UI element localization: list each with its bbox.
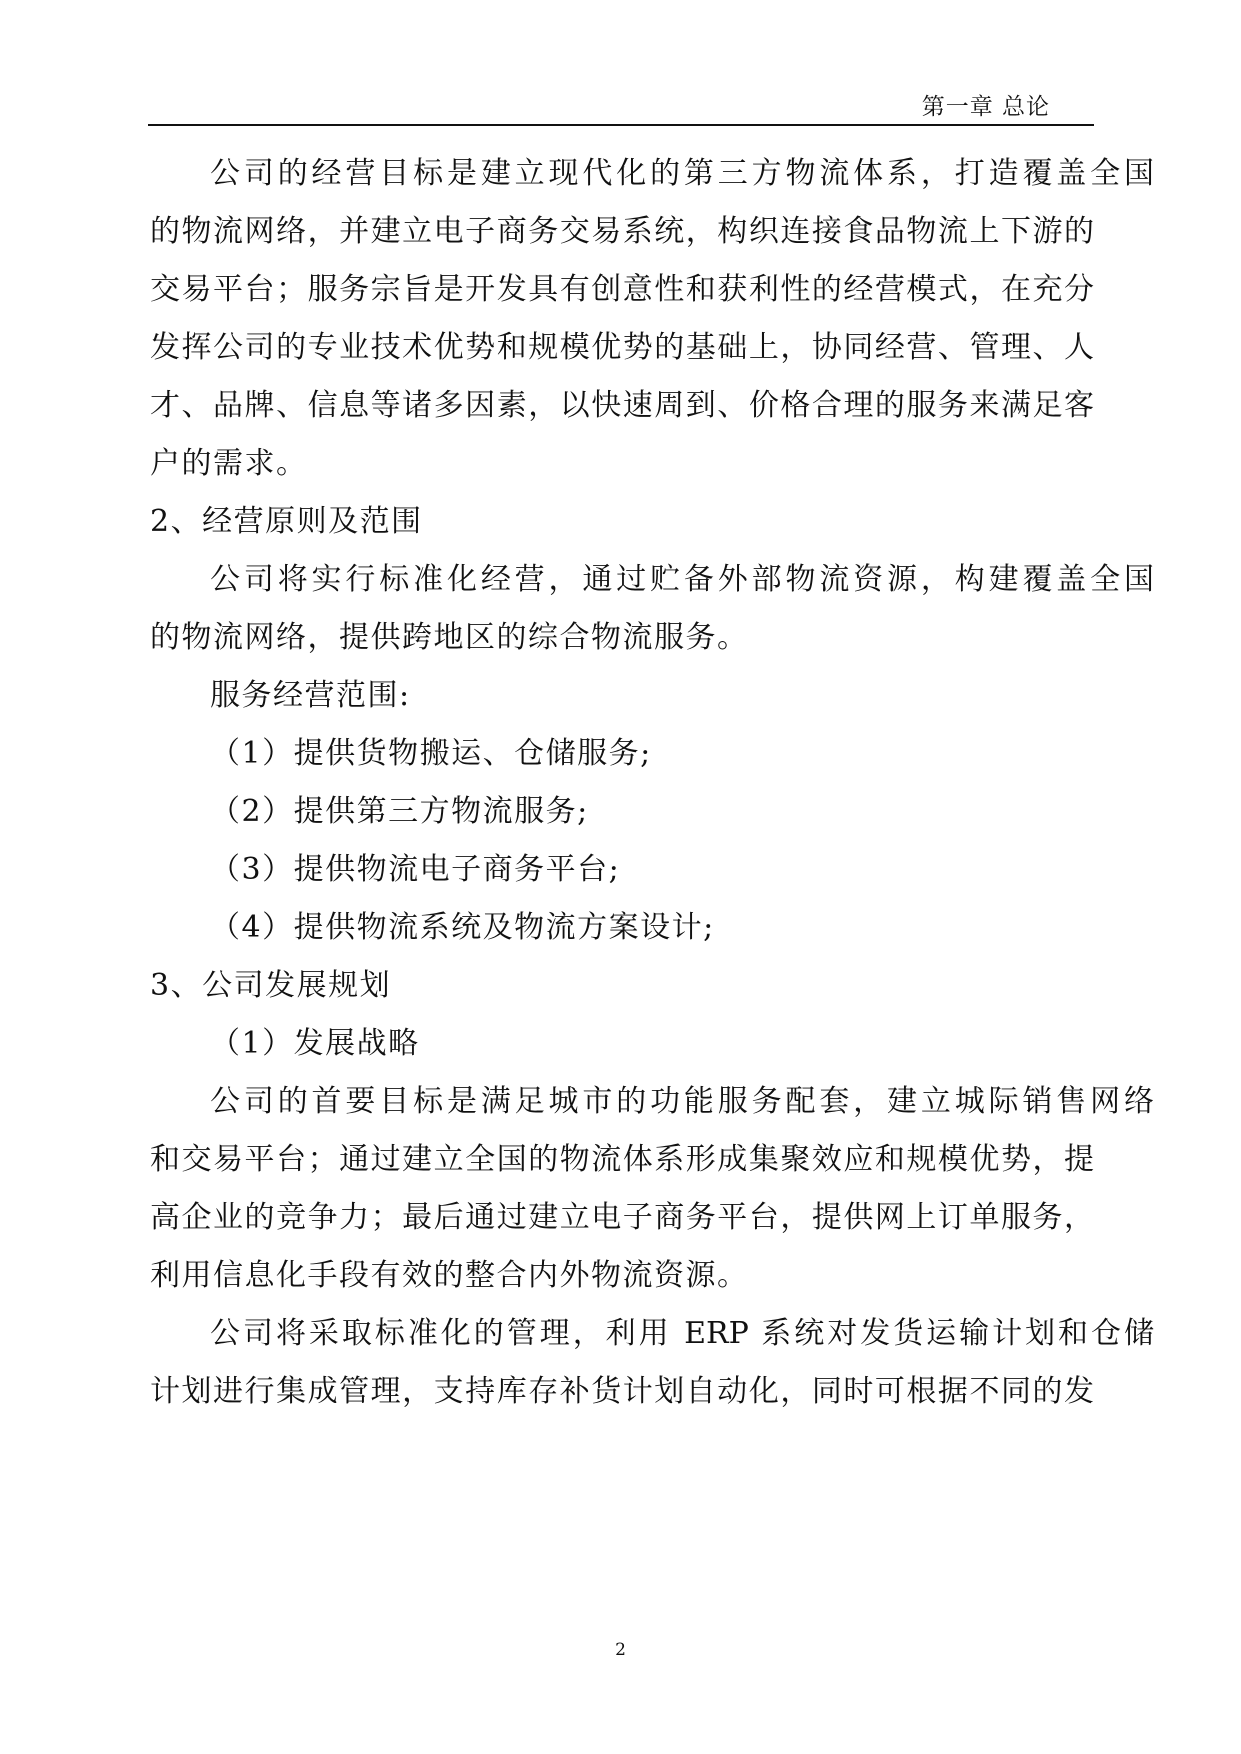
paragraph-line: 发挥公司的专业技术优势和规模优势的基础上，协同经营、管理、人 xyxy=(150,330,1094,365)
paragraph-line: 交易平台；服务宗旨是开发具有创意性和获利性的经营模式，在充分 xyxy=(150,272,1094,307)
paragraph-line: 公司将实行标准化经营，通过贮备外部物流资源，构建覆盖全国 xyxy=(210,562,1154,597)
paragraph-line: 才、品牌、信息等诸多因素，以快速周到、价格合理的服务来满足客 xyxy=(150,388,1094,423)
paragraph-line: 利用信息化手段有效的整合内外物流资源。 xyxy=(150,1258,749,1293)
subsection-heading: （1）发展战略 xyxy=(210,1026,420,1061)
paragraph-line: 高企业的竞争力；最后通过建立电子商务平台，提供网上订单服务， xyxy=(150,1200,1094,1235)
paragraph-line: 公司的经营目标是建立现代化的第三方物流体系，打造覆盖全国 xyxy=(210,156,1154,191)
list-item: （3）提供物流电子商务平台; xyxy=(210,852,621,887)
page-number: 2 xyxy=(615,1640,626,1660)
paragraph-line: 的物流网络，提供跨地区的综合物流服务。 xyxy=(150,620,749,655)
paragraph-line: 和交易平台；通过建立全国的物流体系形成集聚效应和规模优势，提 xyxy=(150,1142,1094,1177)
paragraph-line: 计划进行集成管理，支持库存补货计划自动化，同时可根据不同的发 xyxy=(150,1374,1094,1409)
chapter-title: 第一章 总论 xyxy=(921,94,1050,120)
page-header xyxy=(148,0,1094,126)
list-item: （2）提供第三方物流服务; xyxy=(210,794,589,829)
section-heading: 3、公司发展规划 xyxy=(150,968,392,1003)
list-item: （1）提供货物搬运、仓储服务; xyxy=(210,736,652,771)
paragraph-line: 公司将采取标准化的管理，利用 ERP 系统对发货运输计划和仓储 xyxy=(210,1316,1154,1351)
section-heading: 2、经营原则及范围 xyxy=(150,504,423,539)
paragraph-line: 户的需求。 xyxy=(150,446,308,481)
paragraph-line: 的物流网络，并建立电子商务交易系统，构织连接食品物流上下游的 xyxy=(150,214,1094,249)
list-item: （4）提供物流系统及物流方案设计; xyxy=(210,910,715,945)
paragraph-line: 公司的首要目标是满足城市的功能服务配套，建立城际销售网络 xyxy=(210,1084,1154,1119)
list-heading: 服务经营范围: xyxy=(210,678,411,713)
